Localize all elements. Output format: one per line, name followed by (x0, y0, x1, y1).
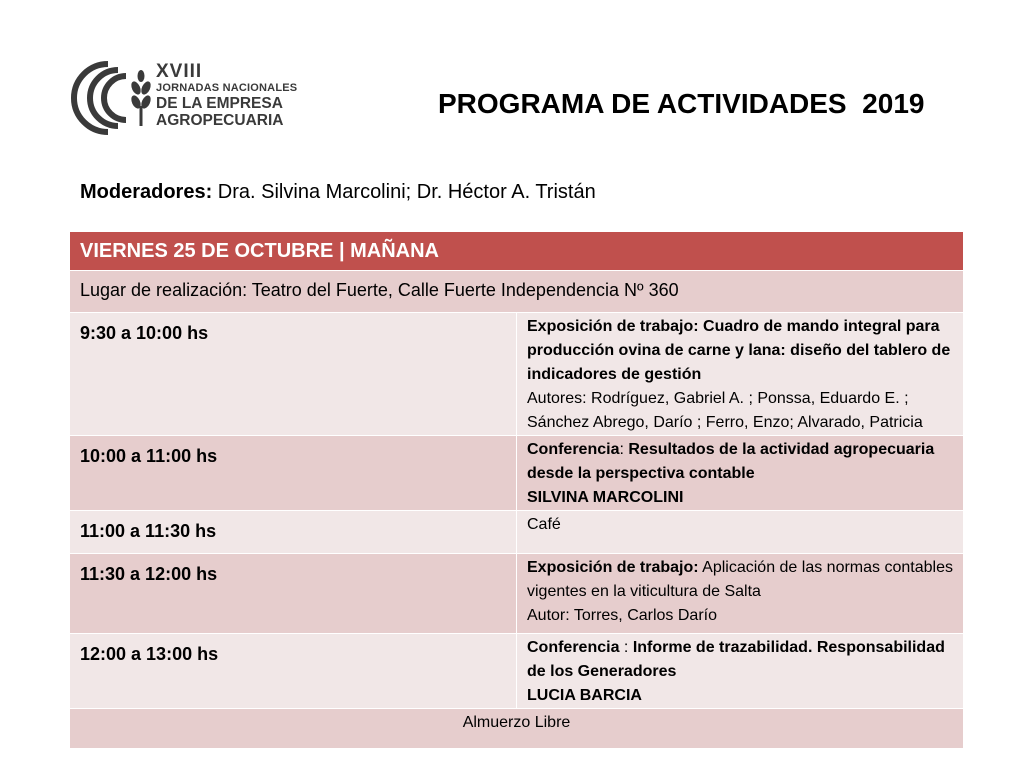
row-title: Café (527, 516, 561, 533)
row-title-label: Conferencia (527, 639, 620, 656)
row-authors: Autor: Torres, Carlos Darío (527, 607, 717, 624)
schedule-table (69, 231, 964, 749)
row-description (517, 436, 964, 511)
logo-line-3: DE LA EMPRESA (156, 95, 283, 112)
row-title-separator: : (619, 639, 633, 656)
event-logo (68, 58, 298, 138)
row-title-label: Exposición de trabajo: (527, 559, 699, 576)
table-row (70, 436, 964, 511)
row-speaker: SILVINA MARCOLINI (527, 489, 684, 506)
row-time: 11:00 a 11:30 hs (70, 511, 517, 554)
moderators-names: Dra. Silvina Marcolini; Dr. Héctor A. Tristán (212, 181, 596, 203)
row-title: Informe de trazabilidad. Responsabilidad de los Generadores (527, 639, 945, 680)
row-time: 11:30 a 12:00 hs (70, 554, 517, 634)
row-time: 12:00 a 13:00 hs (70, 634, 517, 709)
table-row (70, 313, 964, 436)
schedule-header-row (70, 232, 964, 271)
page-title: PROGRAMA DE ACTIVIDADES 2019 (438, 88, 925, 119)
row-time: 10:00 a 11:00 hs (70, 436, 517, 511)
row-title: Resultados de la actividad agropecuaria desde la perspectiva contable (527, 441, 935, 482)
logo-line-2: JORNADAS NACIONALES (156, 82, 298, 94)
row-authors: Autores: Rodríguez, Gabriel A. ; Ponssa, Eduardo E. ; Sánchez Abrego, Darío ; Ferro, Enzo; Alvarado, Patricia (527, 390, 923, 431)
moderators-line (80, 181, 596, 204)
table-row (70, 554, 964, 634)
row-title-separator: : (619, 441, 629, 458)
row-description (517, 313, 964, 436)
logo-edition: XVIII (156, 61, 203, 82)
row-title: Aplicación de las normas contables vigentes en la viticultura de Salta (527, 559, 953, 600)
table-row (70, 511, 964, 554)
row-title-label: Exposición de trabajo: (527, 318, 699, 335)
schedule-place-row (70, 271, 964, 313)
logo-line-4: AGROPECUARIA (156, 111, 284, 129)
schedule-header: VIERNES 25 DE OCTUBRE | MAÑANA (70, 232, 964, 271)
wheat-rings-icon (68, 58, 154, 138)
row-speaker: LUCIA BARCIA (527, 687, 642, 704)
table-row (70, 634, 964, 709)
schedule-footer: Almuerzo Libre (70, 709, 964, 749)
logo-text (156, 62, 297, 128)
schedule-place: Lugar de realización: Teatro del Fuerte, Calle Fuerte Independencia Nº 360 (70, 271, 964, 313)
row-description (517, 511, 964, 554)
row-title: Cuadro de mando integral para producción ovina de carne y lana: diseño del tablero de indicadores de gestión (527, 318, 951, 383)
row-title-label: Conferencia (527, 441, 620, 458)
schedule-footer-row (70, 709, 964, 749)
row-time: 9:30 a 10:00 hs (70, 313, 517, 436)
row-description (517, 554, 964, 634)
moderators-label: Moderadores: (80, 181, 213, 203)
row-description (517, 634, 964, 709)
